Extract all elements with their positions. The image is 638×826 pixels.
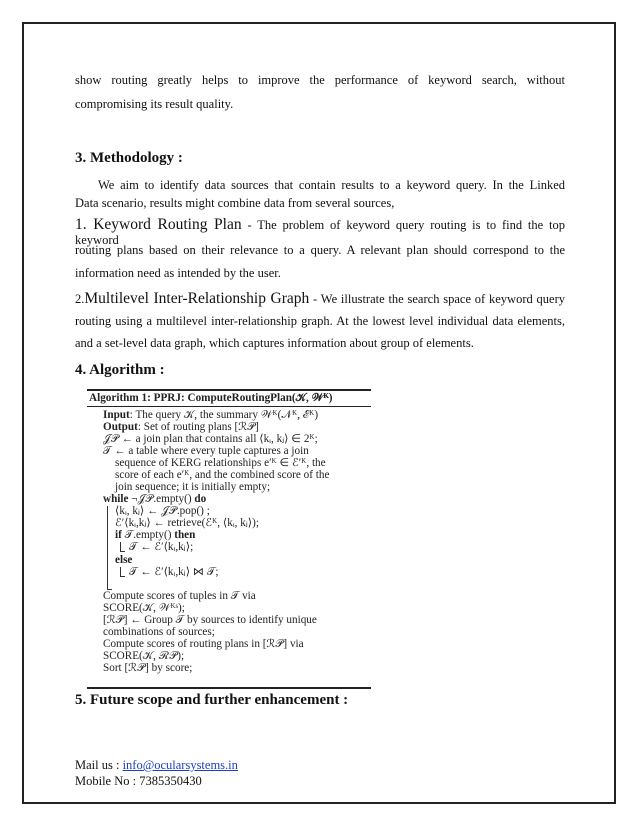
algorithm-line-5: sequence of KERG relationships e′ᴷ ∈ ℰ′ᴷ, the <box>115 457 326 469</box>
algorithm-line-18: combinations of sources; <box>103 626 215 638</box>
algorithm-heading: 4. Algorithm : <box>75 362 165 378</box>
algorithm-line-16: SCORE(𝒦, 𝒲ᴷˢ); <box>103 602 185 614</box>
routing-plan-line-1-rest: - The problem of keyword query routing is to find the top keyword <box>75 218 566 247</box>
methodology-para-line-2: Data scenario, results might combine data from several sources, <box>75 196 395 210</box>
algorithm-line-20: SCORE(𝒦, ℛ𝒫); <box>103 650 185 662</box>
algorithm-line-12: 𝒯 ← ℰ′⟨kᵢ,kⱼ⟩; <box>129 541 194 553</box>
if-block-hook <box>120 551 125 552</box>
methodology-heading: 3. Methodology : <box>75 150 183 166</box>
else-block-hook <box>120 576 125 577</box>
algorithm-line-10: ℰ′⟨kᵢ,kⱼ⟩ ← retrieve(ℰᴷ, ⟨kᵢ, kⱼ⟩); <box>115 517 260 529</box>
intro-line-2: compromising its result quality. <box>75 97 234 111</box>
algorithm-figure <box>87 389 371 689</box>
algorithm-line-15: Compute scores of tuples in 𝒯 via <box>103 590 256 602</box>
routing-plan-line-2: routing plans based on their relevance to a query. A relevant plan should correspond to the <box>75 243 565 257</box>
algorithm-while-line: while ¬𝒥𝒫.empty() do <box>103 493 207 505</box>
multilevel-graph-line-1-rest: - We illustrate the search space of keyword query <box>313 292 565 306</box>
algorithm-line-7: join sequence; it is initially empty; <box>115 481 271 493</box>
multilevel-graph-number: 2. <box>75 292 85 306</box>
algorithm-title-rule <box>87 406 371 407</box>
footer-mail-label: Mail us : <box>75 758 123 772</box>
intro-line-1: show routing greatly helps to improve the performance of keyword search, without <box>75 73 565 87</box>
algorithm-output-line: Output: Set of routing plans [ℛ𝒫] <box>103 421 259 433</box>
algorithm-line-9: ⟨kᵢ, kⱼ⟩ ← 𝒥𝒫.pop() ; <box>115 505 210 517</box>
algorithm-input-line: Input: The query 𝒦, the summary 𝒲ᴷ(𝒩ᴷ, ℰᴷ) <box>103 409 319 421</box>
future-scope-heading: 5. Future scope and further enhancement : <box>75 692 349 708</box>
algorithm-line-4: 𝒯 ← a table where every tuple captures a join <box>103 445 309 457</box>
footer-mail-line <box>75 758 238 773</box>
multilevel-graph-line-1 <box>75 291 565 307</box>
footer-mobile: Mobile No : 7385350430 <box>75 774 202 788</box>
footer-email-link[interactable]: info@ocularsystems.in <box>122 758 238 772</box>
multilevel-graph-line-2: routing using a multilevel inter-relationship graph. At the lowest level individual data elements, <box>75 314 565 328</box>
algorithm-title: Algorithm 1: PPRJ: ComputeRoutingPlan(𝒦, 𝒲ᴷ) <box>89 392 333 404</box>
algorithm-line-21: Sort [ℛ𝒫] by score; <box>103 662 193 674</box>
algorithm-line-3: 𝒥𝒫 ← a join plan that contains all ⟨kᵢ, kⱼ⟩ ∈ 2ᴷ; <box>103 433 318 445</box>
routing-plan-line-3: information need as intended by the user. <box>75 266 281 280</box>
multilevel-graph-title: Multilevel Inter-Relationship Graph <box>84 290 310 307</box>
methodology-para-line-1: We aim to identify data sources that contain results to a keyword query. In the Linked <box>98 178 565 192</box>
algorithm-line-17: [ℛ𝒫] ← Group 𝒯 by sources to identify unique <box>103 614 317 626</box>
multilevel-graph-line-3: and a set-level data graph, which captures information about group of elements. <box>75 336 474 350</box>
algorithm-line-19: Compute scores of routing plans in [ℛ𝒫] via <box>103 638 304 650</box>
algorithm-line-14: 𝒯 ← ℰ′⟨kᵢ,kⱼ⟩ ⋈ 𝒯; <box>129 566 219 578</box>
algorithm-line-6: score of each e′ᴷ, and the combined score of the <box>115 469 330 481</box>
algorithm-else-line: else <box>115 554 133 566</box>
routing-plan-title: 1. Keyword Routing Plan <box>75 216 242 233</box>
algorithm-if-line: if 𝒯.empty() then <box>115 529 196 541</box>
while-block-bar <box>107 506 108 590</box>
